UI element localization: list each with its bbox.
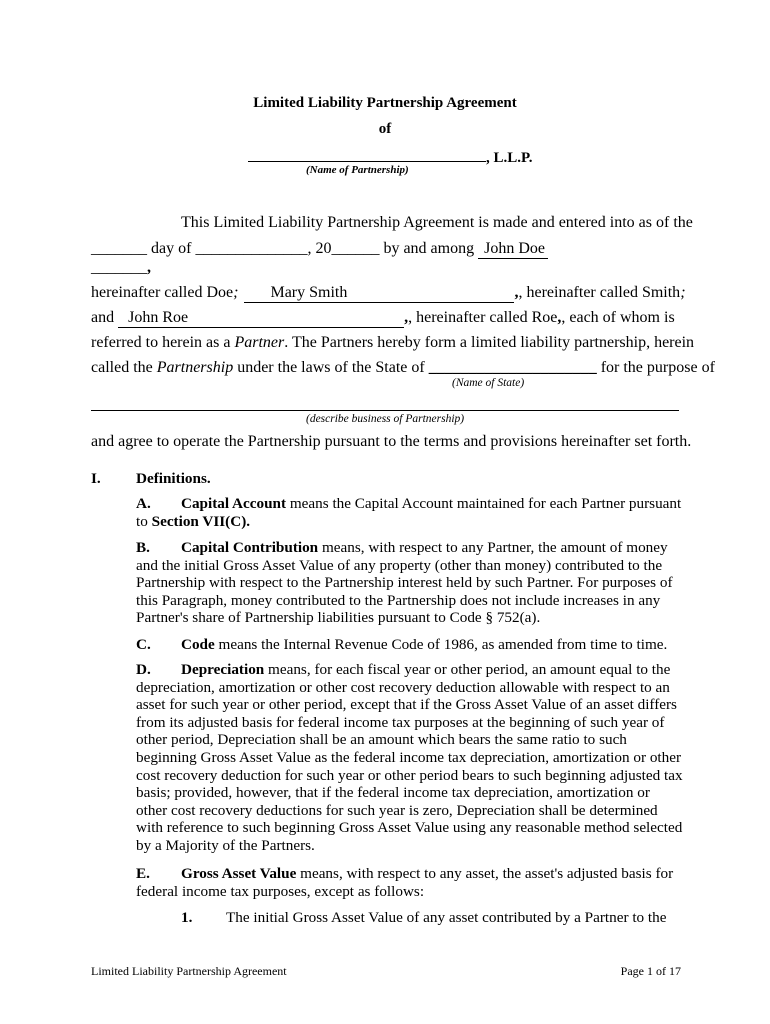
partner-1-name: John Doe <box>484 240 545 257</box>
name-of-partnership-caption: (Name of Partnership) <box>306 164 409 176</box>
line-5-start: referred to herein as a <box>91 334 235 351</box>
business-description-line[interactable] <box>91 410 679 411</box>
state-blank[interactable]: _____________________ <box>428 359 597 376</box>
definition-a-text: means the Capital Account maintained for each Partner pursuant to <box>136 495 682 530</box>
subitem-1-number: 1. <box>181 909 193 926</box>
comma-4: , <box>557 309 562 326</box>
partnership-term: Partnership <box>156 359 234 376</box>
llp-suffix: , L.L.P. <box>486 150 533 166</box>
semicolon-2: ; <box>680 284 686 301</box>
intro-line-6 <box>91 359 715 377</box>
definition-a-letter: A. <box>136 495 151 512</box>
intro-line-2b <box>91 259 151 277</box>
definition-b <box>136 539 684 627</box>
definition-e-letter: E. <box>136 865 150 882</box>
definition-d-text: means, for each fiscal year or other period, an amount equal to the depreciation, amortization or other cost recovery deduction allowable with respect to an asset for such year or other period, except that if the Gross Asset Value of an asset differs from its adjusted basis for federal income tax purposes at the beginning of such year of other period, Depreciation shall be an amount which bears the same ratio to such beginning Gross Asset Value as the federal income tax depreciation, amortization or other cost recovery deduction for such year or other period bears to such beginning adjusted tax basis; provided, however, that if the federal income tax depreciation, amortization or other cost recovery deductions for such year is zero, Depreciation shall be determined with reference to such beginning Gross Asset Value using any reasonable method selected by a Majority of the Partners. <box>136 661 683 854</box>
and-text: and <box>91 309 119 326</box>
comma-2: , <box>514 284 519 301</box>
called-doe-text: hereinafter called Doe <box>91 284 234 301</box>
semicolon-1: ; <box>233 284 239 301</box>
definition-a-ref: Section VII(C). <box>151 512 251 530</box>
definition-d-term: Depreciation <box>181 661 265 678</box>
partner-2-field[interactable] <box>244 284 514 303</box>
subitem-1-text: The initial Gross Asset Value of any asset contributed by a Partner to the <box>226 909 667 926</box>
definition-c-letter: C. <box>136 636 151 653</box>
definition-d <box>136 661 684 855</box>
called-roe-text: , hereinafter called Roe <box>408 309 558 326</box>
intro-line-3 <box>91 284 686 303</box>
definition-c-text: means the Internal Revenue Code of 1986, as amended from time to time. <box>214 636 668 653</box>
intro-line-5 <box>91 334 694 352</box>
year-blank[interactable]: ______ <box>331 240 380 257</box>
partner-term: Partner <box>234 334 285 351</box>
definition-c <box>136 636 684 654</box>
definition-e-term: Gross Asset Value <box>181 865 297 882</box>
section-numeral: I. <box>91 470 101 487</box>
month-blank[interactable]: ______________ <box>195 240 308 257</box>
partner-3-name: John Roe <box>128 309 189 326</box>
comma-3: , <box>404 309 409 326</box>
definition-c-term: Code <box>181 636 215 653</box>
partner-1-field[interactable] <box>478 240 548 259</box>
state-caption: (Name of State) <box>452 377 525 389</box>
year-prefix: , 20 <box>307 240 332 257</box>
business-caption: (describe business of Partnership) <box>306 413 465 425</box>
definition-b-letter: B. <box>136 539 150 556</box>
section-heading: Definitions. <box>136 470 211 487</box>
title-of: of <box>378 121 392 137</box>
line-6-mid: under the laws of the State of <box>233 359 429 376</box>
day-blank[interactable]: _______ <box>91 240 147 257</box>
page-number: Page 1 of 17 <box>620 964 681 978</box>
footer-title: Limited Liability Partnership Agreement <box>91 964 287 978</box>
intro-line-2 <box>91 240 548 259</box>
line-6-end: for the purpose of <box>596 359 715 376</box>
definition-e-text: means, with respect to any asset, the asset's adjusted basis for federal income tax purposes, except as follows: <box>136 865 674 900</box>
subitem-1 <box>181 909 666 927</box>
line-6-start: called the <box>91 359 157 376</box>
partner-2-name: Mary Smith <box>270 284 348 301</box>
partner-1-continuation[interactable]: _______ <box>91 259 147 276</box>
document-title: Limited Liability Partnership Agreement <box>253 95 517 111</box>
intro-closing: and agree to operate the Partnership pursuant to the terms and provisions hereinafter set forth. <box>91 433 692 450</box>
intro-line-4 <box>91 309 675 328</box>
partnership-name-blank[interactable] <box>248 145 486 162</box>
each-whom-text: , each of whom is <box>561 309 675 326</box>
by-among-text: by and among <box>379 240 479 257</box>
definition-b-text: means, with respect to any Partner, the amount of money and the initial Gross Asset Value of any property (other than money) contributed to the Partnership with respect to the Partnership interest held by such Partner. For purposes of this Paragraph, money contributed to the Partnership does not include increases in any Partner's share of Partnership liabilities pursuant to Code § 752(a). <box>136 539 673 627</box>
called-smith-text: , hereinafter called Smith <box>518 284 681 301</box>
definition-e <box>136 865 684 900</box>
definition-b-term: Capital Contribution <box>181 539 319 556</box>
definition-d-letter: D. <box>136 661 151 678</box>
intro-line-1: This Limited Liability Partnership Agreement is made and entered into as of the <box>181 214 693 231</box>
definition-a-term: Capital Account <box>181 495 287 512</box>
comma: , <box>147 259 151 276</box>
definition-a <box>136 495 684 530</box>
day-of-text: day of <box>147 240 196 257</box>
partner-3-field[interactable] <box>118 309 404 328</box>
line-5-end: . The Partners hereby form a limited liability partnership, herein <box>284 334 695 351</box>
